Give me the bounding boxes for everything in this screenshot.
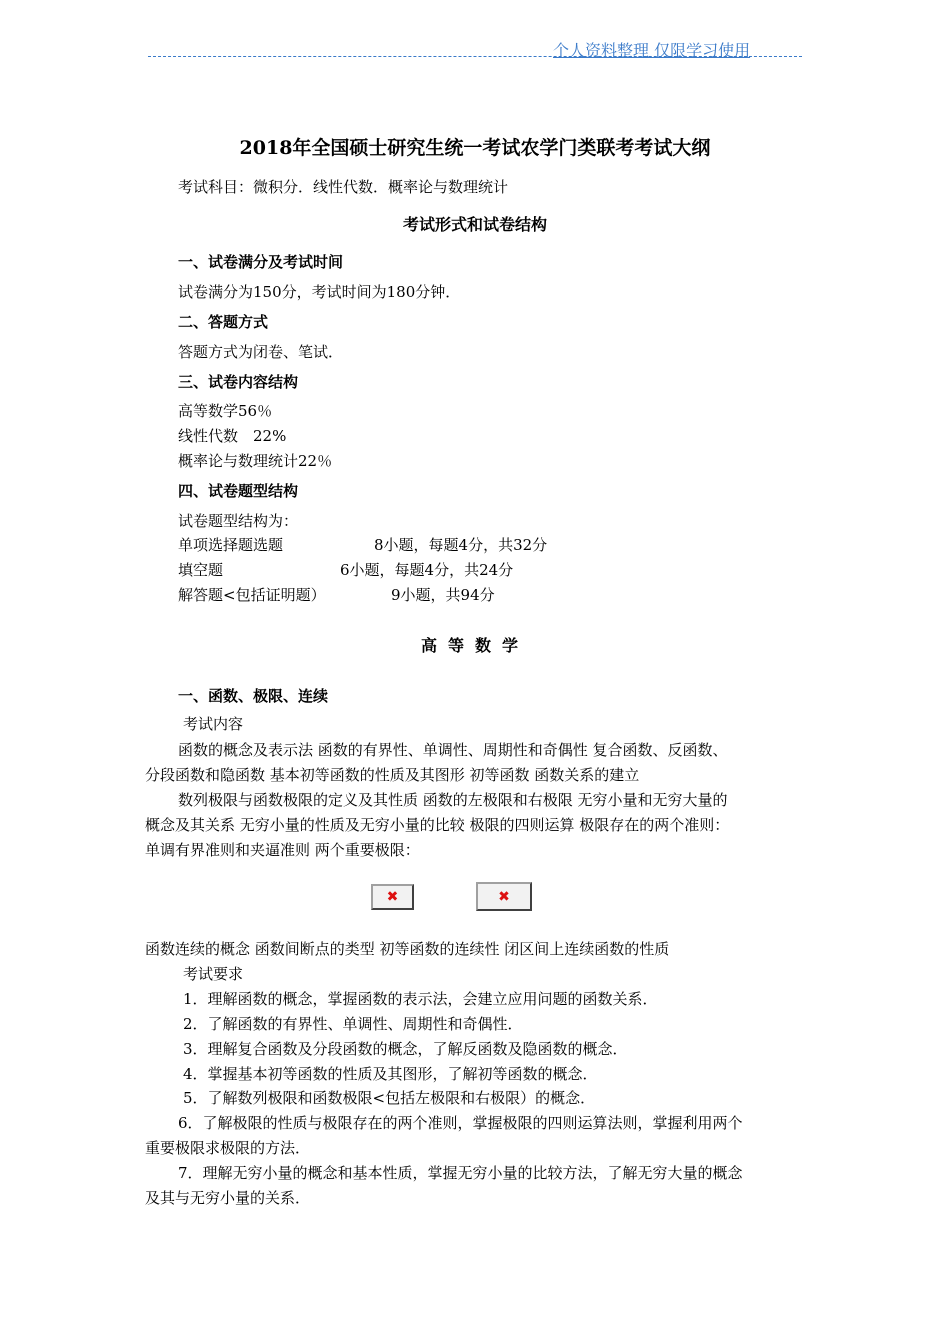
requirement-item: 2．了解函数的有界性、单调性、周期性和奇偶性． — [183, 1015, 523, 1033]
broken-image-icon: ✖ — [371, 884, 414, 910]
content-share-line: 线性代数 22% — [178, 427, 287, 445]
document-title: 2018年全国硕士研究生统一考试农学门类联考考试大纲 — [239, 137, 711, 159]
requirement-item: 5．了解数列极限和函数极限<包括左极限和右极限）的概念． — [183, 1089, 596, 1107]
content-paragraph: 函数连续的概念 函数间断点的类型 初等函数的连续性 闭区间上连续函数的性质 — [145, 940, 670, 958]
math-section-title: 高等数学 — [420, 636, 529, 655]
requirement-item: 4．掌握基本初等函数的性质及其图形，了解初等函数的概念． — [183, 1065, 598, 1083]
content-share-line: 高等数学56％ — [178, 402, 273, 420]
part1-heading: 一、试卷满分及考试时间 — [178, 253, 344, 271]
header-note: 个人资料整理 仅限学习使用 — [553, 41, 751, 60]
requirement-item: 1．理解函数的概念，掌握函数的表示法，会建立应用问题的函数关系． — [183, 990, 658, 1008]
part3-heading: 三、试卷内容结构 — [178, 373, 299, 391]
requirement-item: 6．了解极限的性质与极限存在的两个准则，掌握极限的四则运算法则，掌握利用两个 — [178, 1114, 743, 1132]
content-paragraph: 概念及其关系 无穷小量的性质及无穷小量的比较 极限的四则运算 极限存在的两个准则： — [145, 816, 730, 834]
content-label: 考试内容 — [183, 715, 244, 733]
question-type-name: 解答题<包括证明题） — [178, 586, 326, 604]
requirements-label: 考试要求 — [183, 965, 244, 983]
question-type-detail: 6小题，每题4分，共24分 — [340, 561, 514, 579]
part2-heading: 二、答题方式 — [178, 313, 269, 331]
question-type-name: 填空题 — [178, 561, 224, 579]
requirement-item: 3．理解复合函数及分段函数的概念，了解反函数及隐函数的概念． — [183, 1040, 628, 1058]
content-share-line: 概率论与数理统计22％ — [178, 452, 333, 470]
question-type-detail: 9小题，共94分 — [391, 586, 495, 604]
question-type-name: 单项选择题选题 — [178, 536, 284, 554]
requirement-item: 及其与无穷小量的关系． — [145, 1189, 311, 1207]
content-paragraph: 数列极限与函数极限的定义及其性质 函数的左极限和右极限 无穷小量和无穷大量的 — [178, 791, 728, 809]
content-paragraph: 函数的概念及表示法 函数的有界性、单调性、周期性和奇偶性 复合函数、反函数、 — [178, 741, 728, 759]
header-divider — [148, 56, 802, 57]
requirement-item: 重要极限求极限的方法． — [145, 1139, 311, 1157]
requirement-item: 7．理解无穷小量的概念和基本性质，掌握无穷小量的比较方法，了解无穷大量的概念 — [178, 1164, 743, 1182]
section-title: 考试形式和试卷结构 — [402, 215, 547, 234]
question-type-detail: 8小题，每题4分，共32分 — [374, 536, 548, 554]
part4-heading: 四、试卷题型结构 — [178, 482, 299, 500]
part1-text: 试卷满分为150分，考试时间为180分钟． — [178, 283, 461, 301]
part2-text: 答题方式为闭卷、笔试． — [178, 343, 344, 361]
broken-image-icon: ✖ — [476, 882, 532, 911]
chapter1-heading: 一、函数、极限、连续 — [178, 687, 329, 705]
content-paragraph: 分段函数和隐函数 基本初等函数的性质及其图形 初等函数 函数关系的建立 — [145, 766, 640, 784]
content-paragraph: 单调有界准则和夹逼准则 两个重要极限： — [145, 841, 420, 859]
part4-intro: 试卷题型结构为： — [178, 512, 299, 530]
exam-subjects: 考试科目：微积分．线性代数．概率论与数理统计 — [178, 178, 509, 196]
